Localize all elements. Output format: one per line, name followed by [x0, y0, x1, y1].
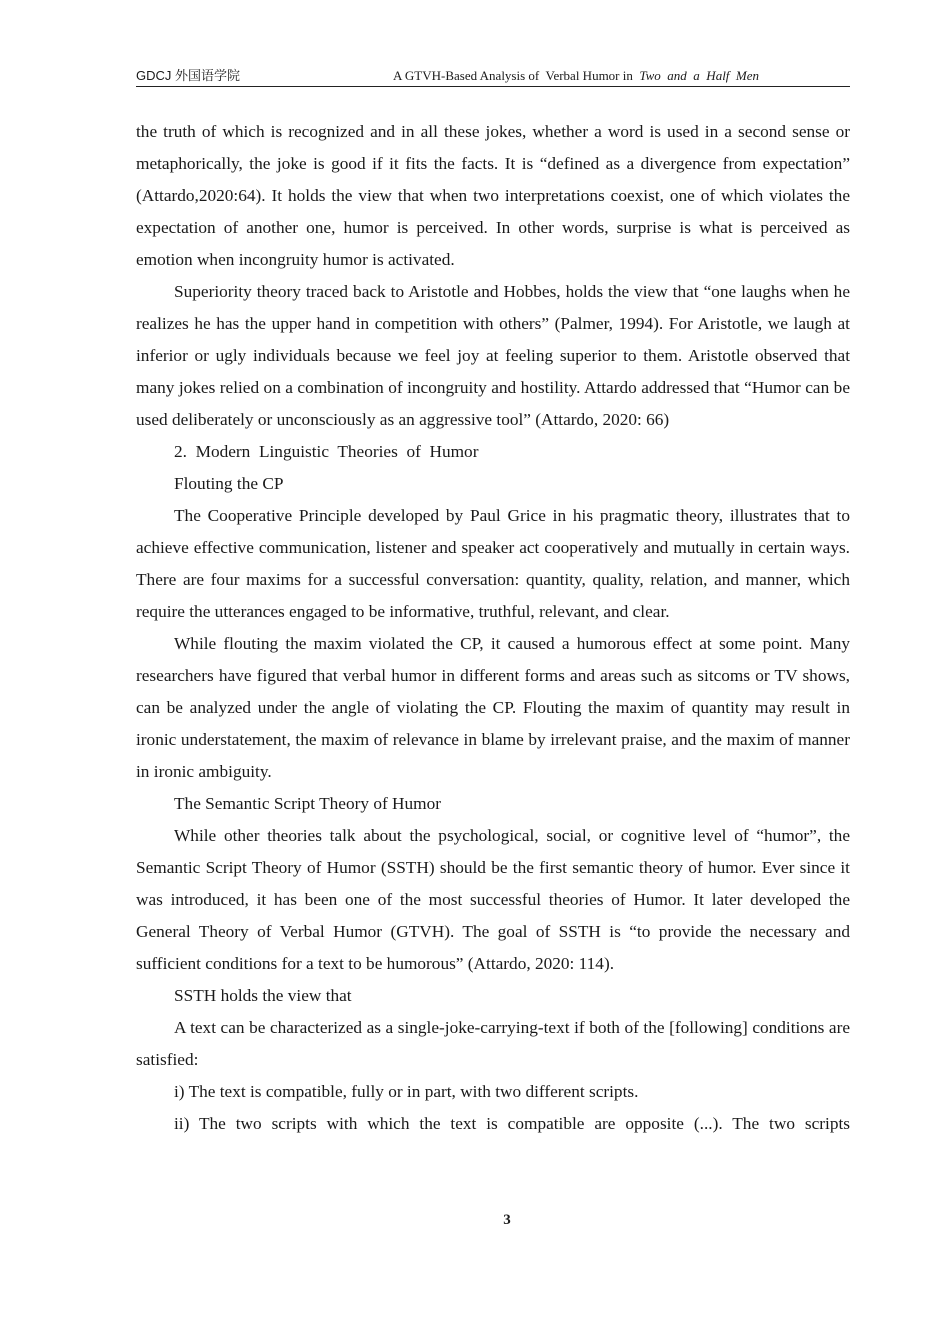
list-item-condition-1: i) The text is compatible, fully or in part, with two different scripts.: [174, 1082, 639, 1101]
page-number: 3: [503, 1212, 511, 1228]
running-header: [136, 66, 850, 87]
list-item-condition-2: ii) The two scripts with which the text is compatible are opposite (...). The two scripts: [174, 1114, 850, 1133]
paragraph-ssth-view: SSTH holds the view that: [174, 986, 352, 1005]
header-institution: GDCJ 外国语学院: [136, 68, 241, 83]
paragraph-cooperative-principle: The Cooperative Principle developed by Paul Grice in his pragmatic theory, illustrates that to achieve effective communication, listener and speaker act cooperatively and mutually in certain ways. There are four maxims for a successful conversation: quantity, quality, relation, and manner, which require the utterances engaged to be informative, truthful, relevant, and clear.: [136, 506, 850, 621]
paragraph-incongruity-continued: the truth of which is recognized and in all these jokes, whether a word is used in a second sense or metaphorically, the joke is good if it fits the facts. It is “defined as a divergence from expectation” (Attardo,2020:64). It holds the view that when two interpretations coexist, one of which violates the expectation of another one, humor is perceived. In other words, surprise is what is perceived as emotion when incongruity humor is activated.: [136, 122, 850, 269]
header-title-italic: Two and a Half Men: [639, 68, 760, 83]
paragraph-ssth-intro: While other theories talk about the psychological, social, or cognitive level of “humor”, the Semantic Script Theory of Humor (SSTH) should be the first semantic theory of humor. Ever since it was introduced, it has been one of the most successful theories of Humor. It later developed the General Theory of Verbal Humor (GTVH). The goal of SSTH is “to provide the necessary and sufficient conditions for a text to be humorous” (Attardo, 2020: 114).: [136, 826, 850, 973]
page-body: [136, 116, 850, 1140]
paragraph-superiority-theory: Superiority theory traced back to Aristotle and Hobbes, holds the view that “one laughs when he realizes he has the upper hand in competition with others” (Palmer, 1994). For Aristotle, we laugh at inferior or ugly individuals because we feel joy at feeling superior to them. Aristotle observed that many jokes relied on a combination of incongruity and hostility. Attardo addressed that “Humor can be used deliberately or unconsciously as an aggressive tool” (Attardo, 2020: 66): [136, 282, 850, 429]
paragraph-ssth-quote: A text can be characterized as a single-joke-carrying-text if both of the [following] conditions are satisfied:: [136, 1018, 850, 1069]
subheading-flouting-cp: Flouting the CP: [174, 474, 284, 493]
header-title-prefix: A GTVH-Based Analysis of Verbal Humor in: [393, 68, 640, 83]
subheading-ssth: The Semantic Script Theory of Humor: [174, 794, 441, 813]
section-heading-modern-theories: 2. Modern Linguistic Theories of Humor: [174, 442, 479, 461]
paragraph-flouting-maxim: While flouting the maxim violated the CP, it caused a humorous effect at some point. Many researchers have figured that verbal humor in different forms and areas such as sitcoms or TV shows, can be analyzed under the angle of violating the CP. Flouting the maxim of quantity may result in ironic understatement, the maxim of relevance in blame by irrelevant praise, and the maxim of manner in ironic ambiguity.: [136, 634, 850, 781]
header-title: [393, 66, 759, 86]
